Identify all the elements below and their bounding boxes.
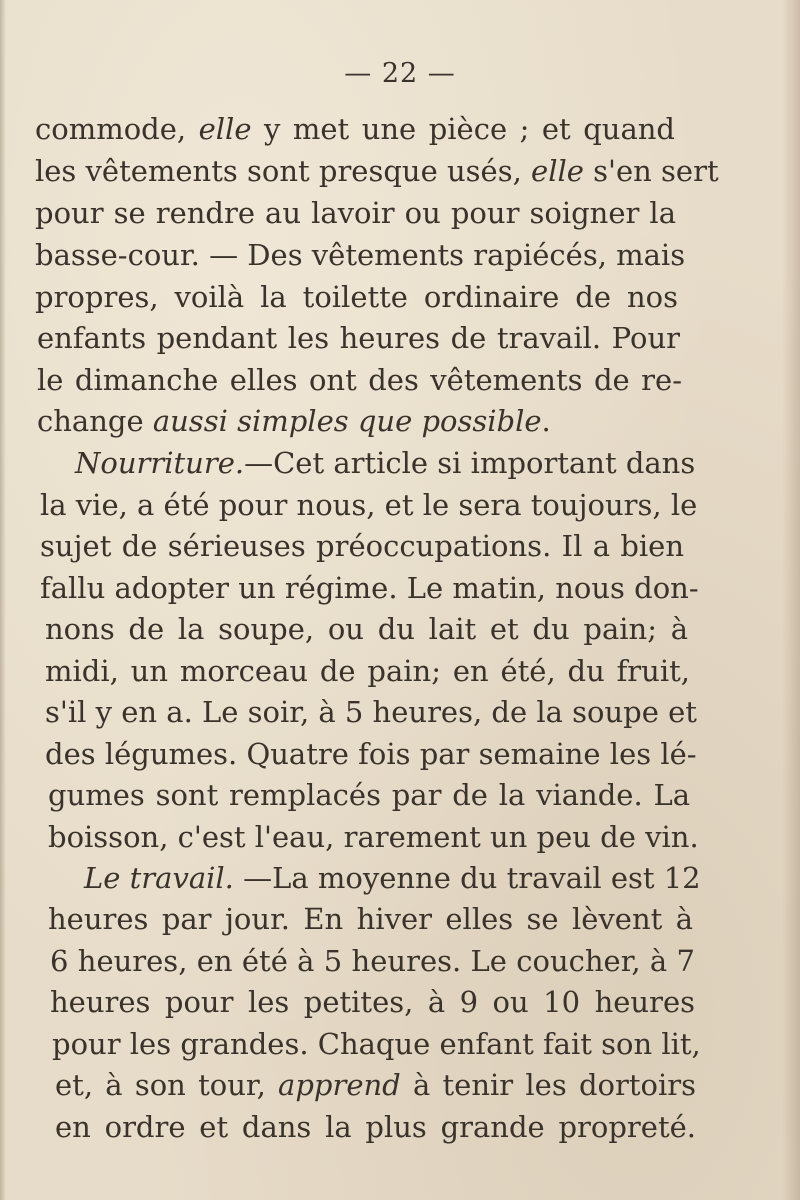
text-line: [48, 820, 699, 854]
text-run: s'il y en a. Le soir, à 5 heures, de la soupe et: [45, 695, 697, 729]
text-run: heures pour les petites, à 9 ou 10 heures: [50, 985, 695, 1019]
text-line: [37, 321, 680, 355]
text-line: [84, 861, 701, 895]
text-run: fallu adopter un régime. Le matin, nous don-: [40, 571, 699, 605]
text-run: gumes sont remplacés par de la viande. La: [48, 778, 690, 812]
text-line: [35, 154, 719, 188]
text-line: [45, 654, 690, 688]
italic-text: elle: [198, 112, 252, 146]
text-run: change: [37, 404, 153, 438]
text-run: y met une pièce ; et quand: [251, 112, 675, 146]
text-run: pour les grandes. Chaque enfant fait son lit,: [52, 1027, 701, 1061]
text-line: [75, 446, 696, 480]
text-line: [50, 985, 695, 1019]
text-run: à tenir les dortoirs: [400, 1068, 696, 1102]
text-run: nons de la soupe, ou du lait et du pain; à: [45, 612, 688, 646]
text-run: heures par jour. En hiver elles se lèvent à: [48, 902, 693, 936]
text-run: —Cet article si important dans: [244, 446, 696, 480]
text-line: [55, 1068, 696, 1102]
italic-text: Nourriture.: [75, 446, 245, 480]
text-line: [37, 363, 682, 397]
text-run: .: [541, 404, 551, 438]
text-line: [35, 196, 676, 230]
text-run: sujet de sérieuses préoccupations. Il a bien: [40, 529, 684, 563]
text-line: [37, 404, 551, 438]
text-run: midi, un morceau de pain; en été, du fruit,: [45, 654, 690, 688]
text-line: [45, 737, 697, 771]
text-line: [45, 695, 697, 729]
text-line: [35, 112, 675, 146]
text-line: [35, 280, 678, 314]
text-line: [55, 1110, 696, 1144]
italic-text: aussi simples que possible: [152, 404, 542, 438]
italic-text: elle: [531, 154, 584, 188]
text-run: propres, voilà la toilette ordinaire de nos: [35, 280, 678, 314]
text-run: —La moyenne du travail est 12: [233, 861, 701, 895]
text-line: [40, 488, 698, 522]
text-line: [52, 1027, 701, 1061]
text-run: les vêtements sont presque usés,: [35, 154, 532, 188]
text-line: [40, 529, 684, 563]
text-line: [35, 238, 686, 272]
text-run: et, à son tour,: [55, 1068, 279, 1102]
text-run: pour se rendre au lavoir ou pour soigner la: [35, 196, 676, 230]
text-run: enfants pendant les heures de travail. Pour: [37, 321, 680, 355]
text-line: [48, 778, 690, 812]
text-run: le dimanche elles ont des vêtements de re-: [37, 363, 682, 397]
text-line: [45, 612, 688, 646]
text-line: [40, 571, 699, 605]
text-run: boisson, c'est l'eau, rarement un peu de vin.: [48, 820, 699, 854]
text-run: en ordre et dans la plus grande propreté.: [55, 1110, 696, 1144]
text-run: basse-cour. — Des vêtements rapiécés, mais: [35, 238, 686, 272]
text-run: des légumes. Quatre fois par semaine les lé-: [45, 737, 697, 771]
text-run: s'en sert: [583, 154, 719, 188]
text-run: la vie, a été pour nous, et le sera toujours, le: [40, 488, 698, 522]
text-run: commode,: [35, 112, 199, 146]
text-line: [50, 944, 695, 978]
italic-text: apprend: [278, 1068, 401, 1102]
text-line: [48, 902, 693, 936]
page-number: — 22 —: [344, 58, 456, 89]
text-run: 6 heures, en été à 5 heures. Le coucher, à 7: [50, 944, 695, 978]
italic-text: Le travail.: [84, 861, 234, 895]
